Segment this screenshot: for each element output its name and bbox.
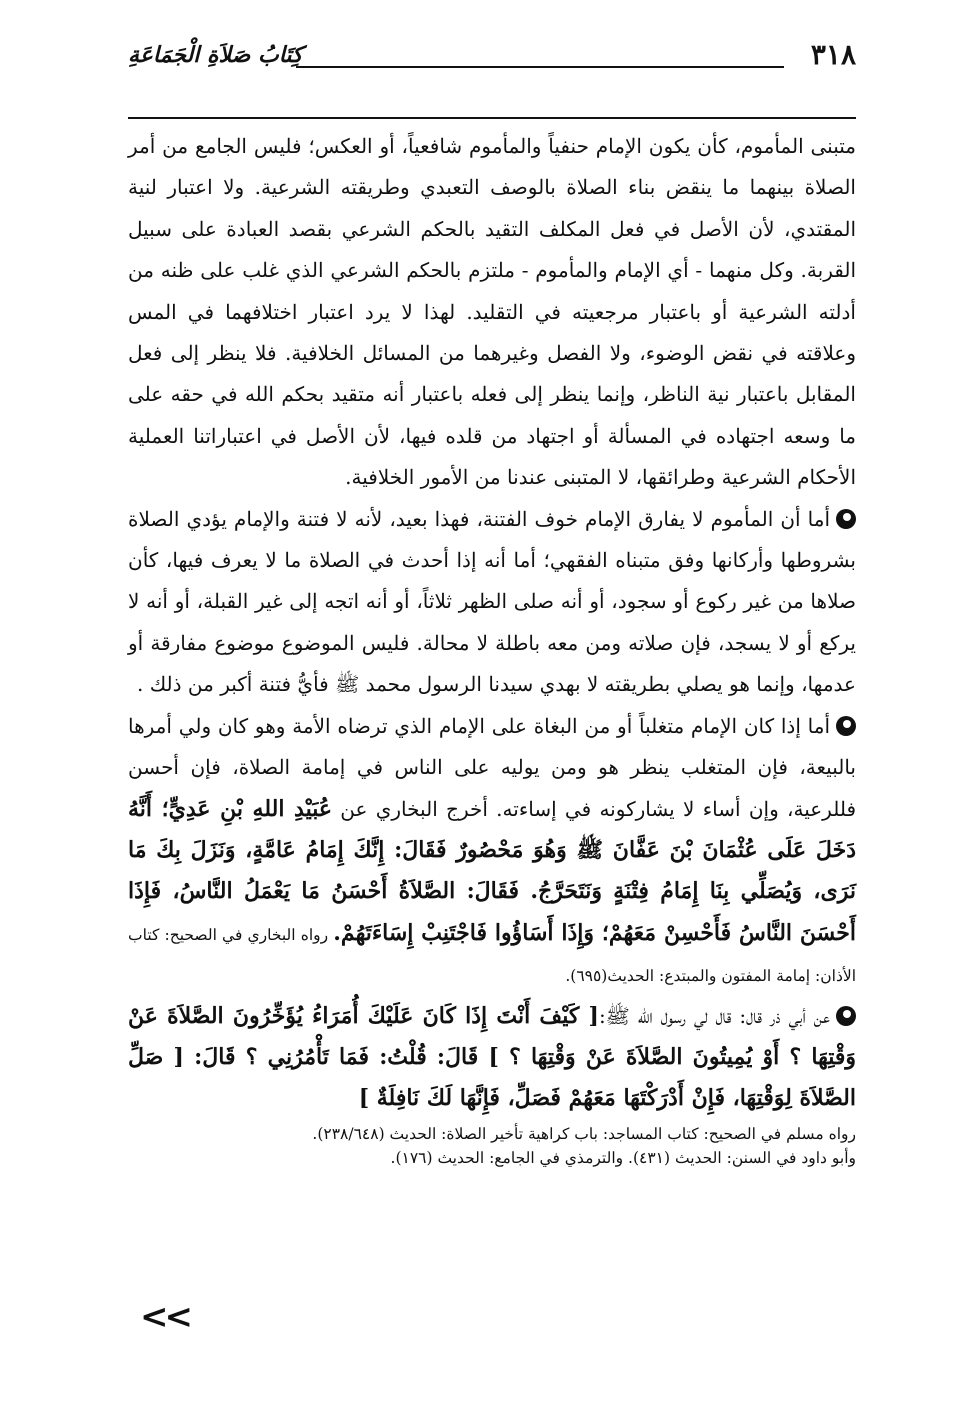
- page-number: ٣١٨: [810, 38, 856, 71]
- footnote-2: وأبو داود في السنن: الحديث (٤٣١). والترمذي في الجامع: الحديث (١٧٦).: [390, 1148, 856, 1167]
- book-title: كِتَابُ صَلاَةِ الْجَمَاعَةِ: [128, 42, 303, 68]
- body-top-rule: [128, 117, 856, 119]
- paragraph-3: [128, 706, 856, 996]
- paragraph-2: [128, 499, 856, 706]
- hadith-quote-2: [ كَيْفَ أَنْتَ إِذَا كَانَ عَلَيْكَ أُمَرَاءُ يُؤَخِّرُونَ الصَّلاَةَ عَنْ وَقْتِهَا ؟ أَوْ يُمِيتُونَ الصَّلاَةَ عَنْ وَقْتِهَا ؟ ] قَالَ: قُلْتُ: فَمَا تَأْمُرُنِي ؟ قَالَ: [ صَلِّ الصَّلاَةَ لِوَقْتِهَا، فَإِنْ أَدْرَكْتَهَا مَعَهُمْ فَصَلِّ، فَإِنَّهَا لَكَ نَافِلَةٌ ]: [128, 1002, 856, 1112]
- header-rule: [296, 66, 784, 68]
- bullet-icon: [836, 509, 856, 529]
- page-body: [128, 126, 856, 1172]
- hadith-quote-1: عُبَيْدِ اللهِ بْنِ عَدِيٍّ؛ أَنَّهُ دَخَلَ عَلَى عُثْمَانَ بْنَ عَفَّانَ ﷺ وَهُوَ مَحْصُورٌ فَقَالَ: إِنَّكَ إِمَامُ عَامَّةٍ، وَنَزَلَ بِكَ مَا نَرَى، وَيُصَلِّي بِنَا إِمَامُ فِتْنَةٍ وَنَتَحَرَّجُ. فَقَالَ: الصَّلاَةُ أَحْسَنُ مَا يَعْمَلُ النَّاسُ، فَإِذَا أَحْسَنَ النَّاسُ فَأَحْسِنْ مَعَهُمْ؛ وَإِذَا أَسَاؤُوا فَاجْتَنِبْ إِسَاءَتَهُمْ.: [128, 795, 856, 946]
- paragraph-4-text: عن أبي ذر قال: قال لي رسول الله ﷺ:: [598, 1003, 830, 1028]
- paragraph-1: متبنى المأموم، كأن يكون الإمام حنفياً والمأموم شافعياً، أو العكس؛ فليس الجامع من أمر الصلاة بينهما ما ينقض بناء الصلاة بالوصف التعبدي وطريقته الشرعية. ولا اعتبار لنية المقتدي، لأن الأصل في فعل المكلف التقيد بالحكم الشرعي بقصد العبادة على سبيل القربة. وكل منهما - أي الإمام والمأموم - ملتزم بالحكم الشرعي الذي غلب على ظنه من أدلته الشرعية أو باعتبار مرجعيته في التقليد. لهذا لا يرد اعتبار اختلافهما في المس وعلاقته في نقض الوضوء، ولا الفصل وغيرهما من المسائل الخلافية. فلا ينظر إلى فعل المقابل باعتبار نية الناظر، وإنما ينظر إلى فعله باعتبار أنه متقيد بحكم الله في حقه على ما وسعه اجتهاده في المسألة أو اجتهاد من قلده فيها، لأن الأصل في اعتباراتنا العملية الأحكام الشرعية وطرائقها، لا المتبنى عندنا من الأمور الخلافية.: [128, 134, 856, 490]
- footnote-1: رواه مسلم في الصحيح: كتاب المساجد: باب كراهية تأخير الصلاة: الحديث (٢٣٨/٦٤٨).: [312, 1124, 856, 1143]
- hadith-source-1: رواه البخاري في الصحيح: كتاب الأذان: إمامة المفتون والمبتدع: الحديث(٦٩٥).: [128, 925, 856, 986]
- paragraph-3-text: أما إذا كان الإمام متغلباً أو من البغاة على الإمام الذي ترضاه الأمة وهو كان ولي أمرها بالبيعة، فإن المتغلب ينظر هو ومن يوليه على الناس في إمامة الصلاة، فإن أحسن فللرعية، وإن أساء لا يشاركونه في إساءته. أخرج البخاري عن: [128, 713, 857, 821]
- page-header: [128, 38, 856, 72]
- paragraph-2-text: أما أن المأموم لا يفارق الإمام خوف الفتنة، فهذا بعيد، لأنه لا فتنة والإمام يؤدي الصلاة بشروطها وأركانها وفق متبناه الفقهي؛ أما أنه إذا أحدث في الصلاة ما لا يعرف فيها، كأن صلاها من غير ركوع أو سجود، أو أنه صلى الظهر ثلاثاً، أو أنه اتجه إلى غير القبلة، أو أنه لا يركع أو لا يسجد، فإن صلاته ومن معه باطلة لا محالة. فليس الموضوع موضوع مفارقة أو عدمها، وإنما هو يصلي بطريقته لا بهدي سيدنا الرسول محمد ﷺ فأيُّ فتنة أكبر من ذلك .: [128, 506, 856, 697]
- bullet-icon: [836, 1006, 856, 1026]
- bullet-icon: [836, 716, 856, 736]
- continue-arrows-icon: <<: [140, 1297, 189, 1337]
- paragraph-4: [128, 996, 856, 1120]
